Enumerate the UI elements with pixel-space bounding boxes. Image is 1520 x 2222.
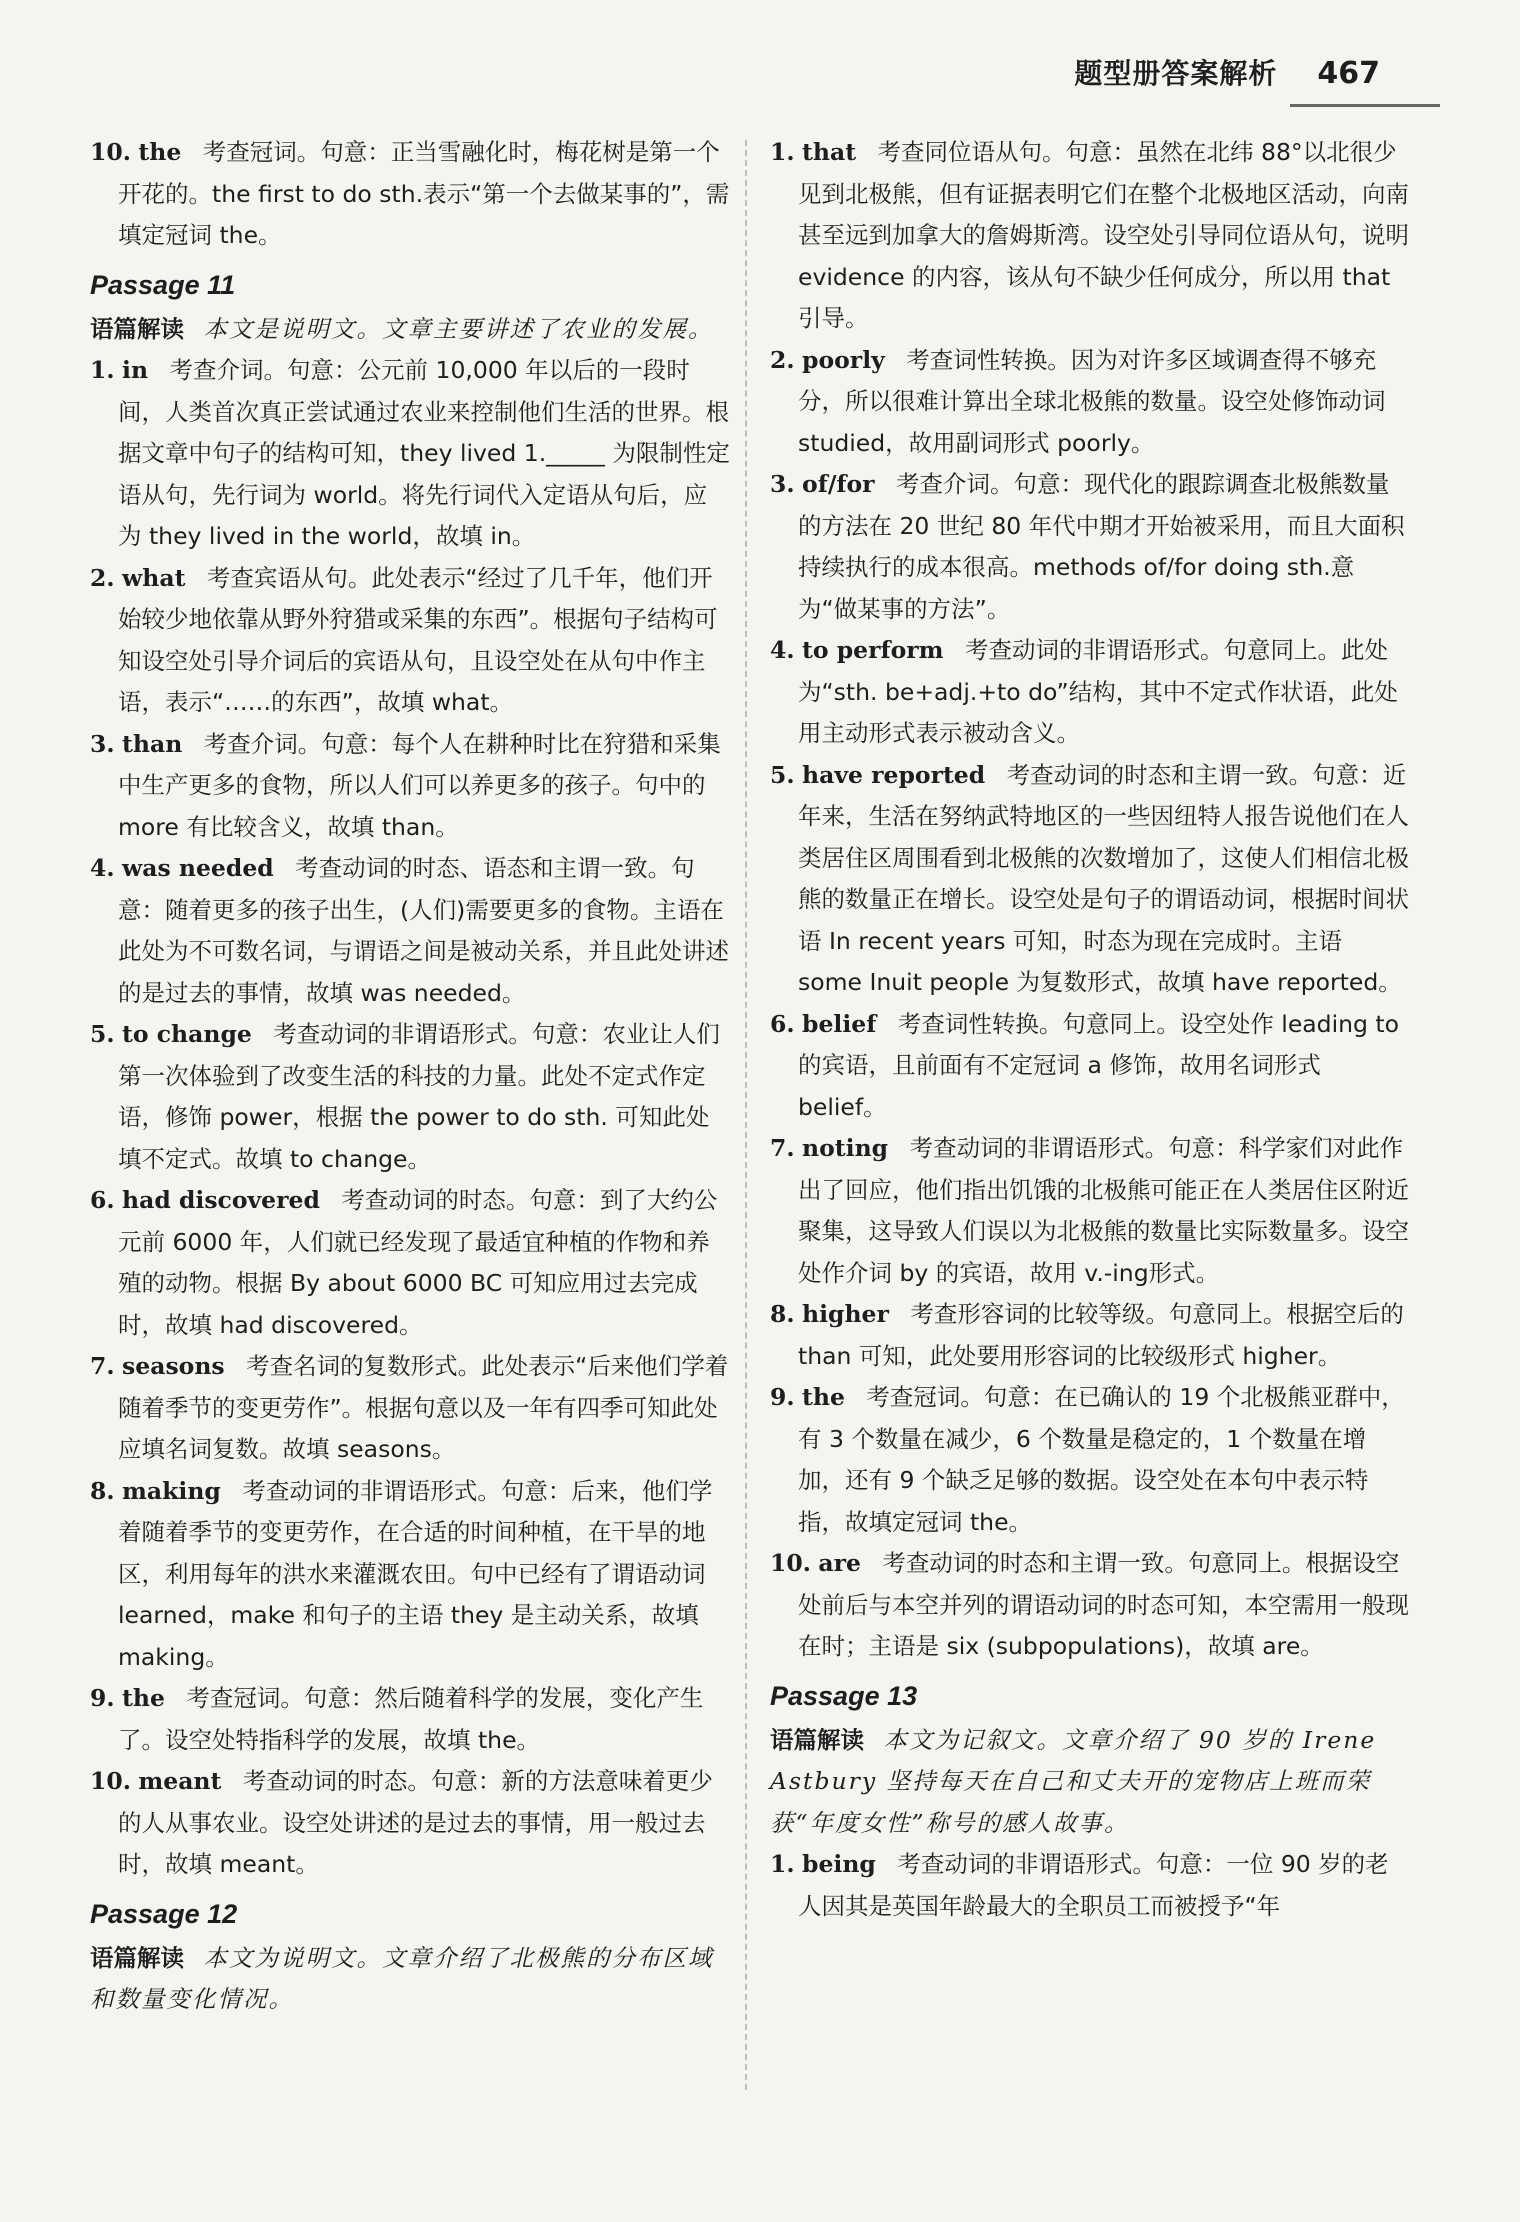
item-number: 1.	[770, 138, 795, 166]
item-explanation: 考查动词的非谓语形式。句意：后来，他们学着随着季节的变更劳作，在合适的时间种植，在干旱的地区，利用每年的洪水来灌溉农田。句中已经有了谓语动词 learned，make 和句子的主语 they 是主动关系，故填 making。	[118, 1476, 713, 1671]
item-number: 10.	[90, 1767, 131, 1795]
item-explanation: 考查形容词的比较等级。句意同上。根据空后的 than 可知，此处要用形容词的比较级形式 higher。	[798, 1300, 1404, 1370]
answer-item	[90, 132, 730, 257]
item-answer: of/for	[802, 470, 875, 498]
item-answer: the	[138, 138, 182, 166]
item-answer: to change	[122, 1020, 252, 1048]
item-answer: noting	[802, 1134, 889, 1162]
item-answer: than	[122, 729, 183, 758]
item-number: 8.	[90, 1476, 115, 1505]
page-number: 467	[1317, 56, 1380, 91]
intro-label: 语篇解读	[90, 1943, 184, 1972]
item-answer: the	[122, 1684, 165, 1712]
item-number: 3.	[90, 729, 115, 758]
answer-item	[770, 1844, 1410, 1927]
intro-label: 语篇解读	[90, 314, 184, 343]
item-explanation: 考查动词的非谓语形式。句意：一位 90 岁的老人因其是英国年龄最大的全职员工而被授予“年	[798, 1850, 1389, 1920]
item-explanation: 考查冠词。句意：在已确认的 19 个北极熊亚群中，有 3 个数量在减少，6 个数量是稳定的，1 个数量在增加，还有 9 个缺乏足够的数据。设空处在本句中表示特指，故填定冠词 the。	[798, 1383, 1405, 1536]
item-explanation: 考查动词的非谓语形式。句意：农业让人们第一次体验到了改变生活的科技的力量。此处不定式作定语，修饰 power，根据 the power to do sth. 可知此处填不定式。故填 to change。	[118, 1020, 720, 1173]
item-answer: making	[122, 1476, 221, 1505]
item-number: 6.	[90, 1186, 115, 1214]
passage-intro	[770, 1720, 1410, 1845]
answer-item	[90, 1678, 730, 1761]
item-explanation: 考查同位语从句。句意：虽然在北纬 88°以北很少见到北极熊，但有证据表明它们在整个北极地区活动，向南甚至远到加拿大的詹姆斯湾。设空处引导同位语从句，说明 evidence 的内容，该从句不缺少任何成分，所以用 that 引导。	[798, 138, 1409, 332]
answer-item	[90, 350, 730, 558]
item-number: 2.	[90, 563, 115, 592]
answer-item	[770, 1004, 1410, 1129]
answer-item	[90, 1180, 730, 1346]
item-explanation: 考查介词。句意：每个人在耕种时比在狩猎和采集中生产更多的食物，所以人们可以养更多的孩子。句中的 more 有比较含义，故填 than。	[118, 729, 721, 841]
passage-title: Passage 11	[90, 269, 236, 300]
answer-item	[770, 755, 1410, 1004]
item-answer: higher	[802, 1300, 889, 1328]
item-number: 7.	[90, 1352, 115, 1380]
passage-title: Passage 13	[770, 1680, 918, 1711]
item-number: 9.	[90, 1684, 115, 1712]
item-answer: to perform	[802, 636, 944, 664]
answer-item	[90, 1761, 730, 1886]
intro-text: 本文为记叙文。文章介绍了 90 岁的 Irene Astbury 坚持每天在自己和丈夫开的宠物店上班而荣获“年度女性”称号的感人故事。	[770, 1725, 1377, 1837]
header-rule	[1290, 104, 1440, 107]
item-number: 10.	[90, 138, 131, 166]
intro-label: 语篇解读	[770, 1725, 864, 1754]
item-answer: had discovered	[122, 1186, 320, 1214]
answer-item	[90, 1014, 730, 1180]
item-number: 6.	[770, 1009, 795, 1038]
item-number: 1.	[90, 356, 115, 384]
passage-intro	[90, 309, 730, 351]
item-explanation: 考查动词的时态。句意：新的方法意味着更少的人从事农业。设空处讲述的是过去的事情，用一般过去时，故填 meant。	[118, 1767, 713, 1878]
left-column	[90, 132, 730, 2021]
answer-item	[770, 464, 1410, 630]
answer-item	[90, 1346, 730, 1471]
column-divider	[745, 140, 747, 2090]
answer-item	[770, 1377, 1410, 1543]
item-explanation: 考查词性转换。句意同上。设空处作 leading to 的宾语，且前面有不定冠词 a 修饰，故用名词形式 belief。	[798, 1009, 1400, 1121]
answer-item	[770, 1128, 1410, 1294]
answer-item	[90, 1471, 730, 1679]
item-number: 5.	[770, 760, 795, 789]
item-explanation: 考查动词的时态。句意：到了大约公元前 6000 年，人们就已经发现了最适宜种植的作物和养殖的动物。根据 By about 6000 BC 可知应用过去完成时，故填 had discovered。	[118, 1186, 718, 1339]
item-explanation: 考查动词的非谓语形式。句意：科学家们对此作出了回应，他们指出饥饿的北极熊可能正在人类居住区附近聚集，这导致人们误以为北极熊的数量比实际数量多。设空处作介词 by 的宾语，故用 v.-ing形式。	[798, 1134, 1409, 1287]
answer-item	[770, 630, 1410, 755]
item-number: 4.	[770, 636, 795, 664]
item-explanation: 考查冠词。句意：正当雪融化时，梅花树是第一个开花的。the first to do sth.表示“第一个去做某事的”，需填定冠词 the。	[118, 138, 730, 249]
item-answer: meant	[138, 1767, 222, 1795]
answer-item	[90, 848, 730, 1014]
item-explanation: 考查动词的时态和主谓一致。句意：近年来，生活在努纳武特地区的一些因纽特人报告说他们在人类居住区周围看到北极熊的次数增加了，这使人们相信北极熊的数量正在增长。设空处是句子的谓语动词，根据时间状语 In recent years 可知，时态为现在完成时。主语 some Inuit people 为复数形式，故填 have reported。	[798, 760, 1409, 996]
item-answer: have reported	[802, 760, 986, 789]
item-answer: being	[802, 1850, 876, 1878]
answer-item	[770, 132, 1410, 340]
item-answer: poorly	[802, 345, 885, 374]
item-answer: in	[122, 356, 149, 384]
item-number: 10.	[770, 1549, 811, 1577]
item-number: 7.	[770, 1134, 795, 1162]
item-answer: belief	[802, 1009, 877, 1038]
right-column	[770, 132, 1410, 1927]
item-number: 3.	[770, 470, 795, 498]
item-answer: the	[802, 1383, 845, 1411]
item-explanation: 考查宾语从句。此处表示“经过了几千年，他们开始较少地依靠从野外狩猎或采集的东西”。根据句子结构可知设空处引导介词后的宾语从句，且设空处在从句中作主语，表示“……的东西”，故填 what。	[118, 563, 718, 716]
item-number: 2.	[770, 345, 795, 374]
answer-item	[770, 340, 1410, 465]
item-answer: seasons	[122, 1352, 225, 1380]
passage-intro	[90, 1938, 730, 2021]
item-number: 8.	[770, 1300, 795, 1328]
item-explanation: 考查动词的时态、语态和主谓一致。句意：随着更多的孩子出生，(人们)需要更多的食物。主语在此处为不可数名词，与谓语之间是被动关系，并且此处讲述的是过去的事情，故填 was needed。	[118, 854, 729, 1007]
item-explanation: 考查动词的时态和主谓一致。句意同上。根据设空处前后与本空并列的谓语动词的时态可知，本空需用一般现在时；主语是 six (subpopulations)，故填 are。	[798, 1549, 1409, 1660]
item-answer: that	[802, 138, 857, 166]
item-explanation: 考查介词。句意：公元前 10,000 年以后的一段时间，人类首次真正尝试通过农业来控制他们生活的世界。根据文章中句子的结构可知，they lived 1._____ 为限制性定语从句，先行词为 world。将先行词代入定语从句后，应为 they lived in the world，故填 in。	[118, 356, 730, 550]
item-explanation: 考查介词。句意：现代化的跟踪调查北极熊数量的方法在 20 世纪 80 年代中期才开始被采用，而且大面积持续执行的成本很高。methods of/for doing sth.意为“做某事的方法”。	[798, 470, 1405, 623]
item-number: 1.	[770, 1850, 795, 1878]
answer-item	[770, 1543, 1410, 1668]
answer-item	[770, 1294, 1410, 1377]
answer-item	[90, 558, 730, 724]
item-answer: was needed	[122, 854, 274, 882]
item-number: 9.	[770, 1383, 795, 1411]
item-number: 5.	[90, 1020, 115, 1048]
item-explanation: 考查名词的复数形式。此处表示“后来他们学着随着季节的变更劳作”。根据句意以及一年有四季可知此处应填名词复数。故填 seasons。	[118, 1352, 729, 1463]
header-title: 题型册答案解析	[1074, 57, 1278, 90]
passage-title: Passage 12	[90, 1898, 238, 1929]
item-answer: what	[122, 563, 186, 592]
item-explanation: 考查冠词。句意：然后随着科学的发展，变化产生了。设空处特指科学的发展，故填 the。	[118, 1684, 704, 1754]
item-explanation: 考查动词的非谓语形式。句意同上。此处为“sth. be+adj.+to do”结构，其中不定式作状语，此处用主动形式表示被动含义。	[798, 636, 1398, 747]
item-answer: are	[818, 1549, 861, 1577]
answer-item	[90, 724, 730, 849]
page-header	[1074, 52, 1380, 92]
item-explanation: 考查词性转换。因为对许多区域调查得不够充分，所以很难计算出全球北极熊的数量。设空处修饰动词 studied，故用副词形式 poorly。	[798, 345, 1386, 457]
intro-text: 本文为说明文。文章介绍了北极熊的分布区域和数量变化情况。	[90, 1943, 714, 2013]
intro-text: 本文是说明文。文章主要讲述了农业的发展。	[203, 314, 714, 343]
item-number: 4.	[90, 854, 115, 882]
